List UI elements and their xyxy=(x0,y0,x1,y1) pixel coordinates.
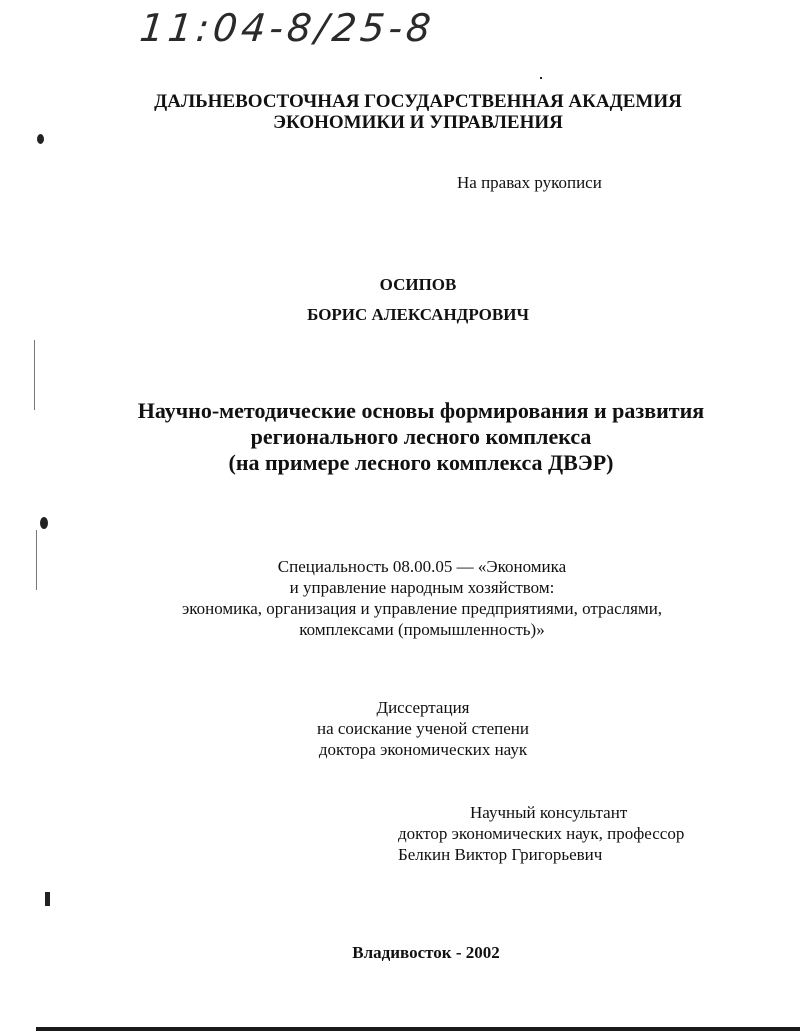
title-line-2: регионального лесного комплекса xyxy=(250,424,592,449)
scan-edge-line-1 xyxy=(34,340,35,410)
scan-edge-line-2 xyxy=(36,530,37,590)
degree-block xyxy=(0,697,800,760)
institution-line-1: ДАЛЬНЕВОСТОЧНАЯ ГОСУДАРСТВЕННАЯ АКАДЕМИЯ xyxy=(154,91,682,112)
specialty-line-2: и управление народным хозяйством: xyxy=(289,578,555,597)
degree-line-2: на соискание ученой степени xyxy=(316,719,530,738)
specialty-line-4: комплексами (промышленность)» xyxy=(299,620,545,639)
institution-name xyxy=(0,91,800,133)
author-surname: ОСИПОВ xyxy=(379,275,457,294)
author-name: БОРИС АЛЕКСАНДРОВИЧ xyxy=(307,305,529,324)
consultant-block xyxy=(398,802,684,865)
title-line-3: (на примере лесного комплекса ДВЭР) xyxy=(228,450,614,475)
degree-line-3: доктора экономических наук xyxy=(318,740,528,759)
scan-speck-2 xyxy=(40,517,48,529)
degree-line-1: Диссертация xyxy=(376,698,470,717)
consultant-line-1: Научный консультант xyxy=(470,803,628,822)
dissertation-title xyxy=(0,398,800,476)
scan-speck-1 xyxy=(37,134,44,144)
specialty-line-1: Специальность 08.00.05 — «Экономика xyxy=(277,557,567,576)
specialty-line-3: экономика, организация и управление предприятиями, отраслями, xyxy=(181,599,663,618)
scan-speck-3 xyxy=(45,892,50,906)
title-line-1: Научно-методические основы формирования и развития xyxy=(137,398,705,423)
institution-line-2: ЭКОНОМИКИ И УПРАВЛЕНИЯ xyxy=(273,112,563,133)
scan-dot xyxy=(540,77,542,79)
specialty-block xyxy=(0,556,800,640)
rights-note: На правах рукописи xyxy=(457,173,602,192)
city-year: Владивосток - 2002 xyxy=(352,943,500,962)
consultant-line-2: доктор экономических наук, профессор xyxy=(398,824,685,843)
handwritten-archive-code: 11:04-8/25-8 xyxy=(137,6,437,50)
consultant-line-3: Белкин Виктор Григорьевич xyxy=(398,845,603,864)
scan-bottom-edge xyxy=(36,1027,800,1031)
